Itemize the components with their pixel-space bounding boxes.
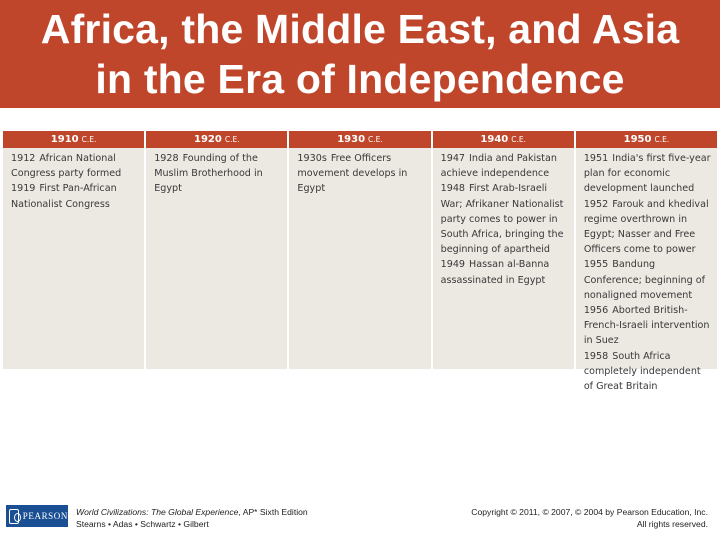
copyright-notice — [471, 506, 708, 530]
event-text: India and Pakistan achieve independence — [440, 153, 557, 180]
pearson-logo — [6, 505, 68, 527]
event-text: Bandung Conference; beginning of nonaligned movement — [583, 259, 705, 301]
book-title: World Civilizations: The Global Experience — [76, 507, 239, 517]
timeline-column-1910 — [3, 131, 144, 369]
decade-label: 1920 — [194, 134, 222, 145]
timeline-event — [11, 181, 138, 211]
event-text: Founding of the Muslim Brotherhood in Egypt — [154, 153, 263, 195]
book-edition: , AP* Sixth Edition — [238, 507, 308, 517]
timeline-event — [584, 197, 711, 258]
decade-label: 1950 — [623, 134, 652, 145]
era-label: C.E. — [654, 135, 670, 144]
event-year: 1956 — [583, 305, 609, 317]
event-year: 1919 — [11, 183, 36, 195]
timeline-event — [584, 303, 711, 349]
timeline-event — [297, 151, 424, 197]
decade-header — [576, 131, 717, 148]
event-year: 1955 — [583, 259, 609, 271]
event-text: Farouk and khedival regime overthrown in Egypt; Nasser and Free Officers come to power — [583, 198, 709, 256]
event-year: 1949 — [440, 259, 466, 271]
decade-events — [576, 148, 717, 394]
event-text: Aborted British-French-Israeli intervention in Suez — [583, 305, 710, 347]
timeline-event — [441, 151, 568, 181]
event-text: First Arab-Israeli War; Afrikaner Nationalist party comes to power in South Africa, bringing the beginning of apartheid — [440, 183, 564, 256]
event-year: 1958 — [583, 350, 609, 362]
timeline-column-1920 — [144, 131, 287, 369]
event-text: South Africa completely independent of Great Britain — [583, 350, 701, 393]
event-text: African National Congress party formed — [11, 153, 122, 180]
timeline-event — [441, 181, 568, 257]
decade-label: 1940 — [480, 134, 509, 145]
event-year: 1951 — [583, 153, 609, 164]
rights-line: All rights reserved. — [636, 519, 708, 529]
timeline-event — [11, 151, 138, 181]
era-label: C.E. — [81, 135, 97, 144]
pearson-logo-icon — [9, 509, 19, 524]
event-year: 1947 — [440, 153, 466, 164]
event-year: 1928 — [154, 153, 179, 164]
event-year: 1948 — [440, 183, 466, 195]
event-year: 1930s — [297, 153, 327, 164]
slide-title-line-2: in the Era of Independence — [95, 56, 625, 102]
timeline-event — [154, 151, 281, 197]
era-label: C.E. — [511, 135, 526, 144]
decade-events — [433, 148, 574, 288]
era-label: C.E. — [368, 135, 383, 144]
event-text: Hassan al-Banna assassinated in Egypt — [440, 259, 550, 286]
timeline-event — [584, 151, 711, 197]
timeline-event — [584, 349, 711, 395]
timeline-column-1940 — [431, 131, 574, 369]
decade-header — [3, 131, 144, 148]
decade-label: 1910 — [50, 134, 79, 145]
decade-label: 1930 — [337, 134, 366, 145]
timeline-event — [584, 257, 711, 303]
book-authors: Stearns • Adas • Schwartz • Gilbert — [76, 519, 209, 529]
event-year: 1952 — [583, 198, 609, 210]
decade-events — [3, 148, 144, 212]
event-year: 1912 — [11, 153, 36, 164]
timeline-table — [3, 131, 717, 393]
pearson-logo-text: PEARSON — [22, 511, 68, 521]
event-text: India's first five-year plan for economic development launched — [583, 153, 711, 195]
decade-header — [433, 131, 574, 148]
slide-title-line-1: Africa, the Middle East, and Asia — [40, 6, 680, 52]
decade-events — [146, 148, 287, 197]
era-label: C.E. — [224, 135, 240, 144]
event-text: First Pan-African Nationalist Congress — [11, 183, 117, 210]
decade-header — [146, 131, 287, 148]
timeline-event — [441, 257, 568, 287]
decade-events — [289, 148, 430, 197]
copyright-line: Copyright © 2011, © 2007, © 2004 by Pearson Education, Inc. — [471, 507, 708, 517]
decade-header — [289, 131, 430, 148]
timeline-column-1930 — [287, 131, 430, 369]
title-banner — [0, 0, 720, 108]
book-credit — [76, 506, 308, 530]
timeline-column-1950 — [574, 131, 717, 393]
event-text: Free Officers movement develops in Egypt — [297, 153, 408, 195]
